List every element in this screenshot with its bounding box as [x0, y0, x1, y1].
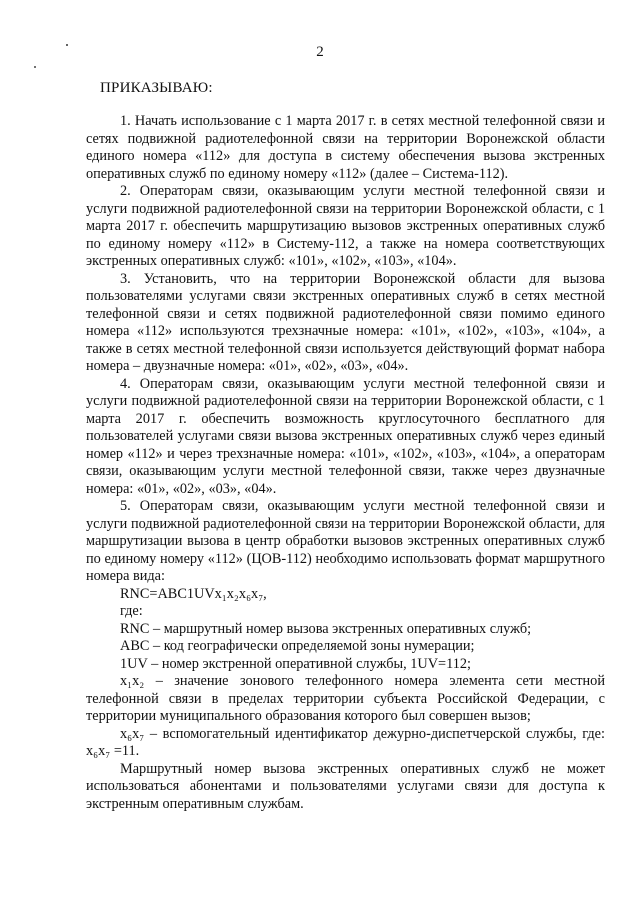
document-body	[86, 113, 605, 813]
definition-x1x2: x₁x₂ – значение зонового телефонного номера элемента сети местной телефонной связи в пределах территории субъекта Российской Федерации, с территории муниципального образования которого был совершен вызов;	[86, 673, 605, 724]
item-2: 2. Операторам связи, оказывающим услуги местной телефонной связи и услуги подвижной радиотелефонной связи на территории Воронежской области, с 1 марта 2017 г. обеспечить маршрутизацию вызовов экстренных оперативных служб по единому номеру «112» в Систему-112, а также на номера соответствующих экстренных оперативных служб: «101», «102», «103», «104».	[86, 183, 605, 269]
definition-1uv: 1UV – номер экстренной оперативной службы, 1UV=112;	[120, 655, 471, 672]
item-1: 1. Начать использование с 1 марта 2017 г. в сетях местной телефонной связи и сетях подвижной радиотелефонной связи на территории Воронежской области единого номера «112» для доступа в систему обеспечения вызова экстренных оперативных служб по единому номеру «112» (далее – Система-112).	[86, 113, 605, 182]
order-heading: ПРИКАЗЫВАЮ:	[100, 80, 213, 96]
format-line: RNC=ABC1UVx₁x₂x₆x₇,	[120, 585, 267, 602]
page-number: 2	[316, 44, 324, 60]
where-label: где:	[120, 603, 143, 619]
scan-speck	[34, 66, 36, 68]
definition-rnc: RNC – маршрутный номер вызова экстренных оперативных служб;	[120, 620, 532, 637]
item-5: 5. Операторам связи, оказывающим услуги местной телефонной связи и услуги подвижной радиотелефонной связи на территории Воронежской области, для маршрутизации вызова в центр обработки вызовов экстренных оперативных служб по единому номеру «112» (ЦОВ-112) необходимо использовать формат маршрутного номера вида:	[86, 498, 605, 584]
item-3: 3. Установить, что на территории Воронежской области для вызова пользователями услугами связи экстренных оперативных служб в сетях местной телефонной связи и сетях подвижной радиотелефонной связи помимо единого номера «112» используются трехзначные номера: «101», «102», «103», «104», а также в сетях местной телефонной связи используется действующий формат набора номера – двузначные номера: «01», «02», «03», «04».	[86, 270, 605, 374]
item-4: 4. Операторам связи, оказывающим услуги местной телефонной связи и услуги подвижной радиотелефонной связи на территории Воронежской области, с 1 марта 2017 г. обеспечить возможность круглосуточного бесплатного для пользователей услугами связи вызова экстренных оперативных служб через единый номер «112» и через трехзначные номера: «101», «102», «103», «104», а операторам связи, оказывающим услуги местной телефонной связи, также через двузначные номера: «01», «02», «03», «04».	[86, 375, 605, 497]
definition-abc: ABC – код географически определяемой зоны нумерации;	[120, 638, 475, 654]
definition-x6x7: x₆x₇ – вспомогательный идентификатор дежурно-диспетчерской службы, где: x₆x₇ =11.	[86, 725, 605, 759]
closing-paragraph: Маршрутный номер вызова экстренных оперативных служб не может использоваться абонентами и пользователями услугами связи для доступа к экстренным оперативным службам.	[86, 760, 605, 812]
